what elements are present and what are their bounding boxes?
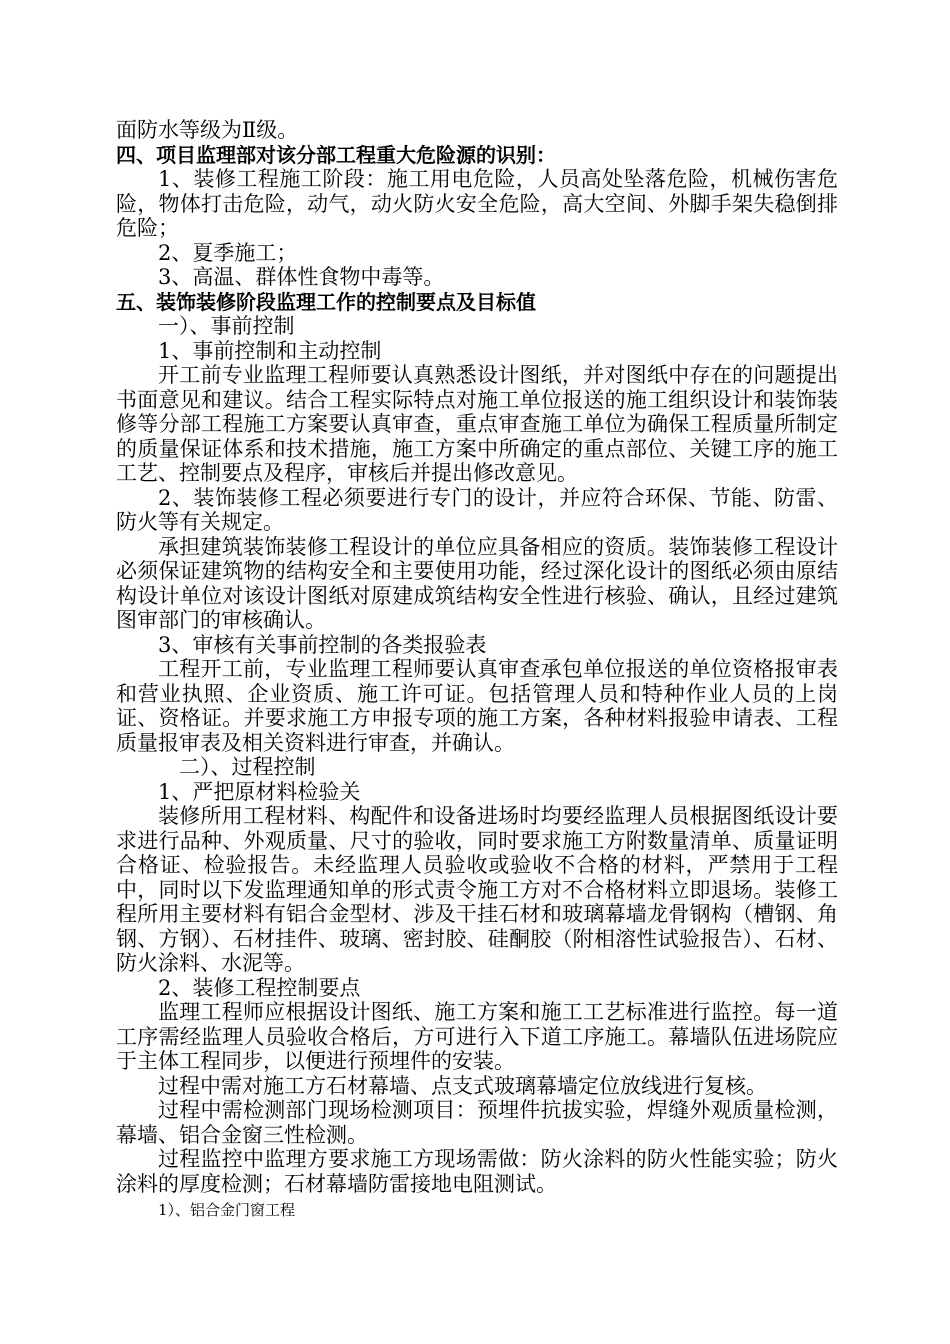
- paragraph: 2、装饰装修工程必须要进行专门的设计，并应符合环保、节能、防雷、防火等有关规定。: [116, 485, 838, 534]
- list-item: 1、装修工程施工阶段：施工用电危险，人员高处坠落危险，机械伤害危险，物体打击危险，动气，动火防火安全危险，高大空间、外脚手架失稳倒排危险；: [116, 167, 838, 240]
- list-item: 3、高温、群体性食物中毒等。: [158, 265, 445, 289]
- section-heading: 四、项目监理部对该分部工程重大危险源的识别：: [116, 142, 556, 167]
- paragraph: 工程开工前，专业监理工程师要认真审查承包单位报送的单位资格报审表和营业执照、企业资质、施工许可证。包括管理人员和特种作业人员的上岗证、资格证。并要求施工方申报专项的施工方案，各种材料报验申请表、工程质量报审表及相关资料进行审查，并确认。: [116, 657, 838, 755]
- subsection-heading: 一）、事前控制: [158, 314, 295, 338]
- list-item: 2、夏季施工；: [158, 240, 298, 265]
- paragraph: 承担建筑装饰装修工程设计的单位应具备相应的资质。装饰装修工程设计必须保证建筑物的结构安全和主要使用功能，经过深化设计的图纸必须由原结构设计单位对该设计图纸对原建成筑结构安全性进行核验、确认，且经过建筑图审部门的审核确认。: [116, 534, 838, 632]
- subsection-heading: 1、事前控制和主动控制: [158, 338, 382, 363]
- subsection-heading: 2、装修工程控制要点: [158, 975, 361, 1000]
- section-heading: 五、装饰装修阶段监理工作的控制要点及目标值: [116, 289, 536, 314]
- subsection-heading: 二）、过程控制: [179, 755, 316, 779]
- subsection-heading: 3、审核有关事前控制的各类报验表: [158, 632, 487, 657]
- paragraph: 过程中需对施工方石材幕墙、点支式玻璃幕墙定位放线进行复核。: [158, 1073, 767, 1098]
- paragraph: 过程监控中监理方要求施工方现场需做：防火涂料的防火性能实验；防火涂料的厚度检测；石材幕墙防雷接地电阻测试。: [116, 1147, 838, 1196]
- paragraph: 面防水等级为Ⅱ级。: [116, 118, 299, 142]
- subsection-heading: 1）、铝合金门窗工程: [158, 1201, 296, 1219]
- document-body: [116, 118, 838, 1221]
- paragraph: 监理工程师应根据设计图纸、施工方案和施工工艺标准进行监控。每一道工序需经监理人员验收合格后，方可进行入下道工序施工。幕墙队伍进场院应于主体工程同步，以便进行预埋件的安装。: [116, 1000, 838, 1073]
- subsection-heading: 1、严把原材料检验关: [158, 779, 361, 804]
- paragraph: 过程中需检测部门现场检测项目：预埋件抗拔实验，焊缝外观质量检测，幕墙、铝合金窗三性检测。: [116, 1098, 838, 1147]
- paragraph: 开工前专业监理工程师要认真熟悉设计图纸，并对图纸中存在的问题提出书面意见和建议。结合工程实际特点对施工单位报送的施工组织设计和装饰装修等分部工程施工方案要认真审查，重点审查施工单位为确保工程质量所制定的质量保证体系和技术措施，施工方案中所确定的重点部位、关键工序的施工工艺、控制要点及程序，审核后并提出修改意见。: [116, 363, 838, 485]
- paragraph: 装修所用工程材料、构配件和设备进场时均要经监理人员根据图纸设计要求进行品种、外观质量、尺寸的验收，同时要求施工方附数量清单、质量证明合格证、检验报告。未经监理人员验收或验收不合格的材料，严禁用于工程中，同时以下发监理通知单的形式责令施工方对不合格材料立即退场。装修工程所用主要材料有铝合金型材、涉及干挂石材和玻璃幕墙龙骨钢构（槽钢、角钢、方钢）、石材挂件、玻璃、密封胶、硅酮胶（附相溶性试验报告）、石材、防火涂料、水泥等。: [116, 804, 838, 975]
